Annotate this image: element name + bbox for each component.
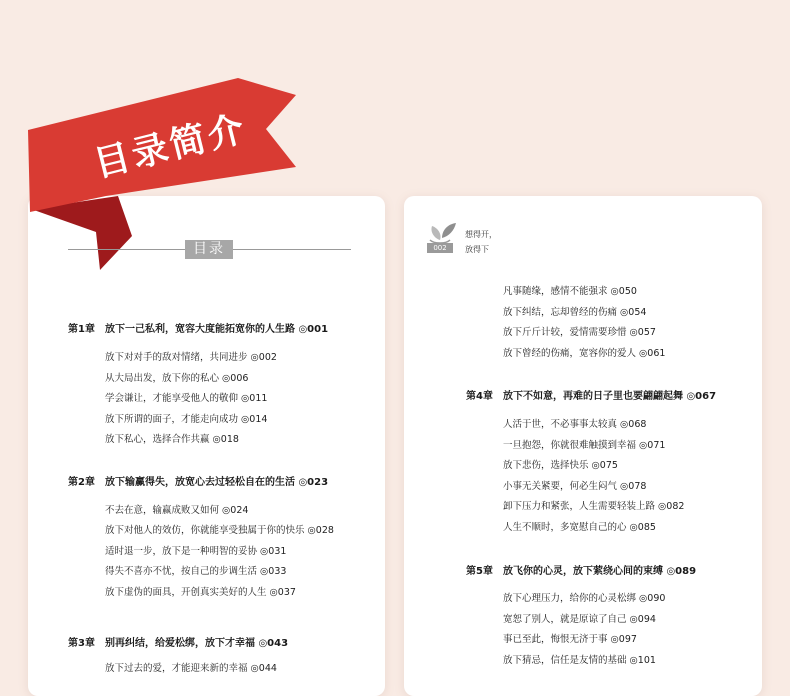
- toc-heading: 目录: [185, 240, 233, 259]
- toc-entry: 放下悲伤，选择快乐 ◎075: [503, 460, 618, 471]
- toc-entry: 适时退一步，放下是一种明智的妥协 ◎031: [105, 546, 287, 557]
- banner-title: 目录简介: [89, 108, 252, 186]
- running-header-line1: 想得开，: [465, 230, 497, 239]
- toc-entry: 放下私心，选择合作共赢 ◎018: [105, 434, 239, 445]
- toc-entry: 放下曾经的伤痛，宽容你的爱人 ◎061: [503, 348, 666, 359]
- chapter-heading: 第4章 放下不如意，再难的日子里也要翩翩起舞 ◎067: [466, 391, 717, 402]
- toc-entry: 小事无关紧要，何必生闷气 ◎078: [503, 481, 647, 492]
- toc-entry: 放下纠结，忘却曾经的伤痛 ◎054: [503, 307, 647, 318]
- chapter-heading: 第1章 放下一己私利，宽容大度能拓宽你的人生路 ◎001: [68, 324, 329, 335]
- toc-entry: 放下对他人的效仿，你就能享受独属于你的快乐 ◎028: [105, 525, 334, 536]
- toc-entry: 放下心理压力，给你的心灵松绑 ◎090: [503, 593, 666, 604]
- toc-entry: 放下所谓的面子，才能走向成功 ◎014: [105, 414, 268, 425]
- toc-entry: 放下过去的爱，才能迎来新的幸福 ◎044: [105, 663, 277, 674]
- toc-entry: 宽恕了别人，就是原谅了自己 ◎094: [503, 614, 656, 625]
- toc-entry: 放下斤斤计较，爱情需要珍惜 ◎057: [503, 327, 656, 338]
- toc-entry: 从大局出发，放下你的私心 ◎006: [105, 373, 249, 384]
- toc-entry: 得失不喜亦不忧，按自己的步调生活 ◎033: [105, 566, 287, 577]
- chapter-heading: 第5章 放飞你的心灵，放下萦绕心间的束缚 ◎089: [466, 566, 697, 577]
- toc-entry: 放下猜忌，信任是友情的基础 ◎101: [503, 655, 656, 666]
- chapter-heading: 第2章 放下输赢得失，放宽心去过轻松自在的生活 ◎023: [68, 477, 329, 488]
- toc-entry: 一旦抱怨，你就很难触摸到幸福 ◎071: [503, 440, 666, 451]
- toc-entry: 人生不顺时，多宽慰自己的心 ◎085: [503, 522, 656, 533]
- toc-entry: 不去在意，输赢成败又如何 ◎024: [105, 505, 249, 516]
- chapter-heading: 第3章 别再纠结，给爱松绑，放下才幸福 ◎043: [68, 638, 289, 649]
- toc-entry: 卸下压力和紧张，人生需要轻装上路 ◎082: [503, 501, 685, 512]
- toc-entry: 放下虚伪的面具，开创真实美好的人生 ◎037: [105, 587, 296, 598]
- toc-entry: 凡事随缘，感情不能强求 ◎050: [503, 286, 637, 297]
- toc-entry: 事已至此，悔恨无济于事 ◎097: [503, 634, 637, 645]
- toc-entry: 人活于世，不必事事太较真 ◎068: [503, 419, 647, 430]
- running-header-line2: 放得下: [465, 245, 489, 254]
- toc-entry: 学会谦让，才能享受他人的敬仰 ◎011: [105, 393, 268, 404]
- toc-entry: 放下对对手的敌对情绪，共同进步 ◎002: [105, 352, 277, 363]
- page-number-badge: 002: [427, 243, 453, 253]
